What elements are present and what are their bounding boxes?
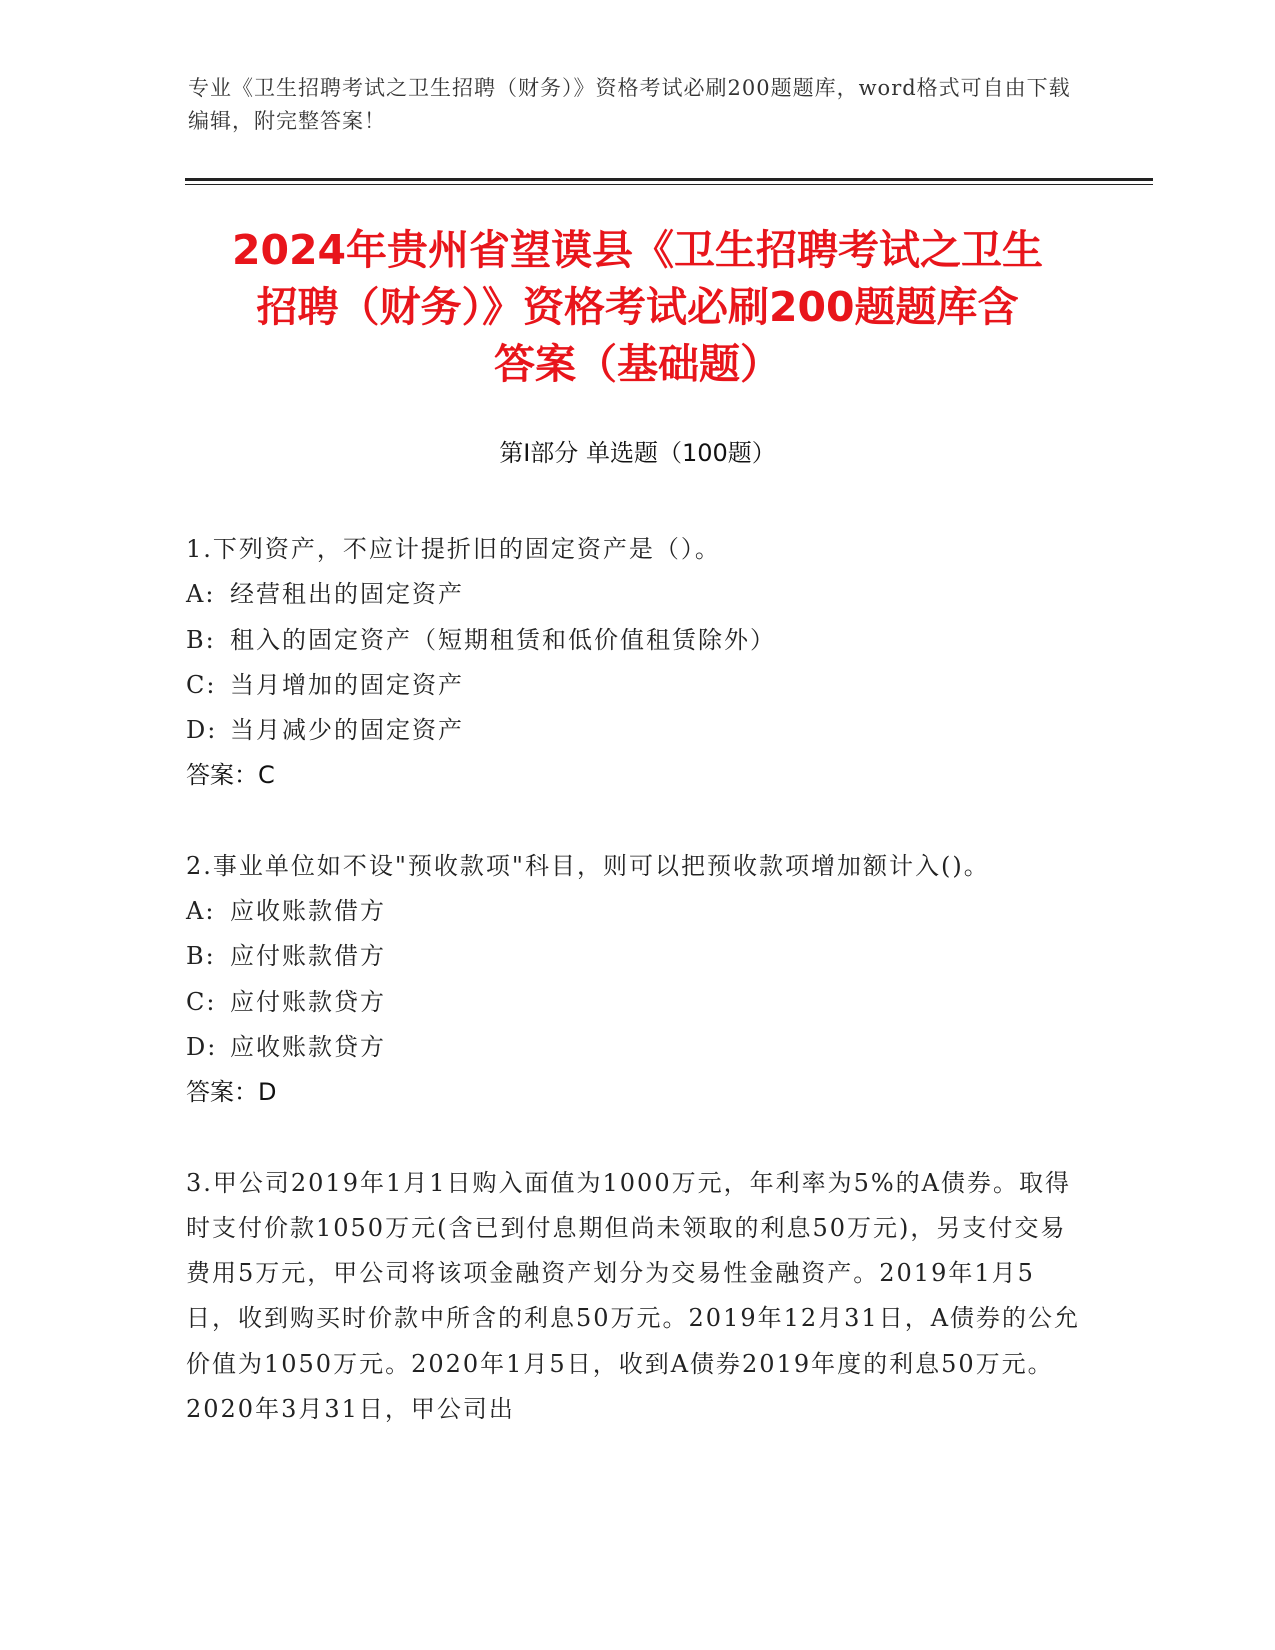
question-item	[186, 1161, 1086, 1433]
section-title: 第Ⅰ部分 单选题（100题）	[499, 439, 776, 467]
header-divider-thin	[185, 184, 1153, 185]
header-divider-thick	[185, 178, 1153, 181]
option-b	[186, 618, 1086, 663]
option-text: 应付账款借方	[230, 942, 386, 971]
question-text: 1.下列资产，不应计提折旧的固定资产是（）。	[186, 535, 721, 563]
option-text: 租入的固定资产（短期租赁和低价值租赁除外）	[230, 625, 776, 654]
title-line: 2024年贵州省望谟县《卫生招聘考试之卫生	[231, 226, 1044, 274]
question-list	[186, 527, 1086, 1432]
option-text: 应收账款贷方	[230, 1032, 386, 1061]
option-key: D:	[186, 1032, 218, 1061]
option-key: B:	[186, 625, 216, 654]
question-item	[186, 844, 1086, 1116]
option-text: 应付账款贷方	[230, 987, 386, 1016]
option-text: 当月增加的固定资产	[230, 670, 464, 699]
title-line: 招聘（财务）》资格考试必刷200题题库含	[256, 283, 1019, 331]
option-key: C:	[186, 670, 217, 699]
option-b	[186, 934, 1086, 979]
option-key: C:	[186, 987, 217, 1016]
option-key: A:	[186, 580, 216, 609]
question-text: 2.事业单位如不设"预收款项"科目，则可以把预收款项增加额计入()。	[186, 851, 990, 880]
option-key: A:	[186, 897, 216, 926]
option-c	[186, 980, 1086, 1025]
answer-line: 答案：D	[186, 1078, 277, 1107]
question-spacer	[186, 799, 1086, 844]
question-text: 3.甲公司2019年1月1日购入面值为1000万元，年利率为5%的A债券。取得时支付价款1050万元(含已到付息期但尚未领取的利息50万元)，另支付交易费用5万元，甲公司将该项金融资产划分为交易性金融资产。2019年1月5日，收到购买时价款中所含的利息50万元。2019年12月31日，A债券的公允价值为1050万元。2020年1月5日，收到A债券2019年度的利息50万元。2020年3月31日，甲公司出	[186, 1168, 1081, 1424]
option-a	[186, 889, 1086, 934]
option-a	[186, 572, 1086, 617]
option-d	[186, 1025, 1086, 1070]
option-text: 经营租出的固定资产	[230, 580, 464, 609]
question-spacer	[186, 1116, 1086, 1161]
question-item	[186, 527, 1086, 799]
option-text: 应收账款借方	[230, 897, 386, 926]
document-title	[185, 222, 1090, 393]
option-d	[186, 708, 1086, 753]
option-key: B:	[186, 942, 216, 971]
option-text: 当月减少的固定资产	[230, 716, 464, 745]
title-line: 答案（基础题）	[494, 340, 781, 388]
header-note: 专业《卫生招聘考试之卫生招聘（财务）》资格考试必刷200题题库，word格式可自由下载编辑，附完整答案！	[188, 76, 1071, 133]
option-key: D:	[186, 716, 218, 745]
option-c	[186, 663, 1086, 708]
answer-line: 答案：C	[186, 761, 275, 790]
